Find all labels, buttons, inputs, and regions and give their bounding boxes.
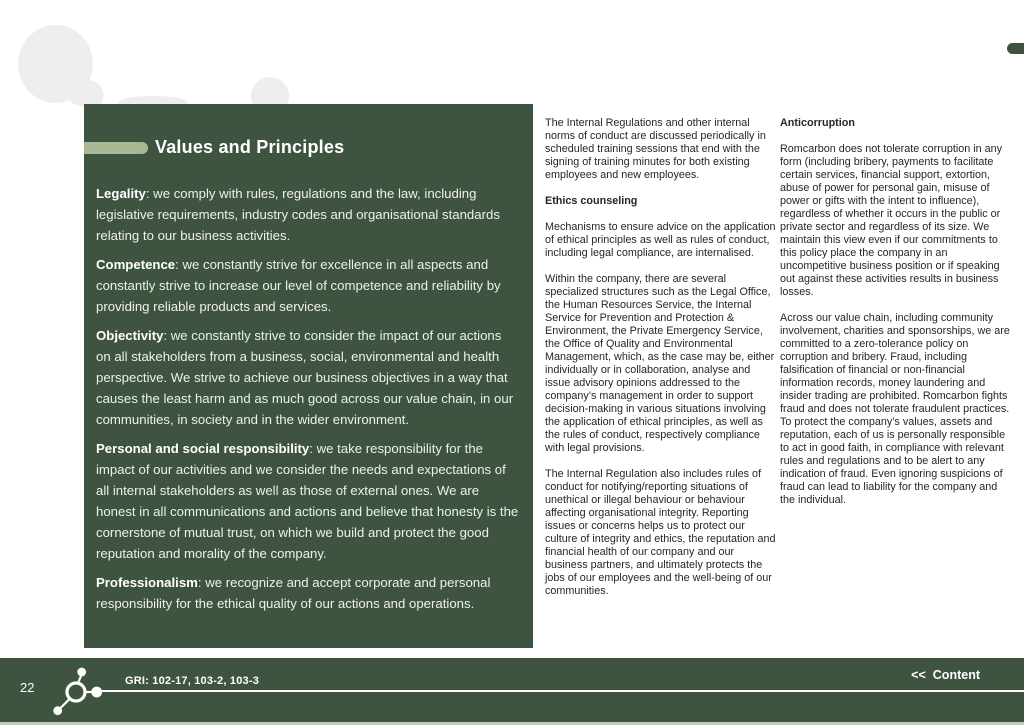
paragraph-text: : we constantly strive for excellence in all aspects and constantly strive to increase our level of competence and reliability by providing reliable products and services.	[96, 257, 501, 314]
right-paragraph-value-chain: Across our value chain, including community involvement, charities and sponsorships, we are committed to a zero-tolerance policy on corruption and bribery. Fraud, including falsification of financial or non-financial information records, money laundering and insider trading are prohibited. Romcarbon fights fraud and does not tolerate fraudulent practices. To protect the company’s values, assets and reputation, each of us is personally responsible to act in good faith, in compliance with relevant rules and regulations and to be alert to any indication of fraud. Even ignoring suspicions of fraud can lead to liability for the company and the individual.	[780, 312, 1010, 506]
page-title: Values and Principles	[155, 137, 345, 157]
panel-paragraph-professionalism	[96, 572, 519, 614]
paragraph-text: : we constantly strive to consider the impact of our actions on all stakeholders from a business, social, environmental and health perspective. We strive to achieve our business objectives in a way that causes the least harm and as much good across our value chain, in our communities, in society and in the wider environment.	[96, 328, 514, 427]
middle-paragraph-mechanisms: Mechanisms to ensure advice on the application of ethical principles as well as rules of conduct, including legal compliance, are internalised.	[545, 221, 776, 259]
middle-paragraph-internal-regulations: The Internal Regulations and other internal norms of conduct are discussed periodically in scheduled training sessions that end with the signing of training minutes for both existing employees and new employees.	[545, 117, 766, 181]
gri-reference: GRI: 102-17, 103-2, 103-3	[125, 675, 260, 687]
back-to-content-link[interactable]	[911, 668, 980, 682]
anticorruption-heading: Anticorruption	[780, 117, 855, 129]
right-column	[780, 117, 1014, 520]
panel-paragraph-legality	[96, 183, 519, 246]
page-number: 22	[20, 680, 35, 695]
content-link-label: Content	[932, 668, 980, 682]
panel-paragraph-competence	[96, 254, 519, 317]
molecule-icon	[45, 658, 110, 723]
paragraph-text: : we comply with rules, regulations and the law, including legislative requirements, industry codes and organisational standards relating to our business activities.	[96, 186, 500, 243]
chevrons-left-icon: <<	[911, 668, 926, 682]
title-accent-pill	[84, 142, 148, 154]
middle-paragraph-reporting: The Internal Regulation also includes rules of conduct for notifying/reporting situations of unethical or illegal behaviour or behaviour affecting organisational integrity. Reporting issues or concerns helps us to protect our culture of integrity and ethics, the reputation and financial health of our company and our business partners, and ultimately protects the jobs of our employees and the well-being of our communities.	[545, 468, 776, 597]
panel-paragraph-objectivity	[96, 325, 519, 430]
panel-header	[84, 137, 533, 161]
ethics-counseling-heading: Ethics counseling	[545, 195, 638, 207]
paragraph-lead: Legality	[96, 186, 146, 201]
footer-bar	[0, 658, 1024, 722]
paragraph-lead: Professionalism	[96, 575, 198, 590]
paragraph-lead: Competence	[96, 257, 176, 272]
paragraph-text: : we take responsibility for the impact of our activities and we consider the needs and expectations of all internal stakeholders as well as those of external ones. We are honest in all communications and actions and believe that honesty is the cornerstone of mutual trust, on which we build and protect the good reputation and morality of the company.	[96, 441, 519, 561]
panel-body	[84, 161, 533, 614]
paragraph-text: : we recognize and accept corporate and personal responsibility for the ethical quality of our actions and operations.	[96, 575, 491, 611]
middle-paragraph-specialized-structures: Within the company, there are several specialized structures such as the Legal Office, the Human Resources Service, the Internal Service for Prevention and Protection & Environment, the Private Emergency Service, the Office of Quality and Environmental Management, which, as the case may be, either individually or in collaboration, analyse and issue advisory opinions addressed to the company’s management in order to support decision-making in various situations involving the application of ethical principles, as well as the rules of conduct, respectively compliance with legal provisions.	[545, 273, 775, 454]
panel-paragraph-responsibility	[96, 438, 519, 564]
right-paragraph-no-corruption: Romcarbon does not tolerate corruption in any form (including bribery, payments to facilitate certain services, financial support, extortion, abuse of power for personal gain, misuse of power or gifts with the intent to influence), regardless of whether it occurs in the public or private sector and regardless of its size. We maintain this view even if our commitments to this policy place the company in an uncompetitive business position or if speaking out against these activities results in business losses.	[780, 143, 1003, 298]
values-principles-panel	[84, 104, 533, 648]
paragraph-lead: Objectivity	[96, 328, 164, 343]
middle-column	[545, 117, 776, 611]
paragraph-lead: Personal and social responsibility	[96, 441, 310, 456]
corner-pill-accent	[1007, 43, 1024, 54]
footer-divider-line	[102, 690, 1024, 692]
